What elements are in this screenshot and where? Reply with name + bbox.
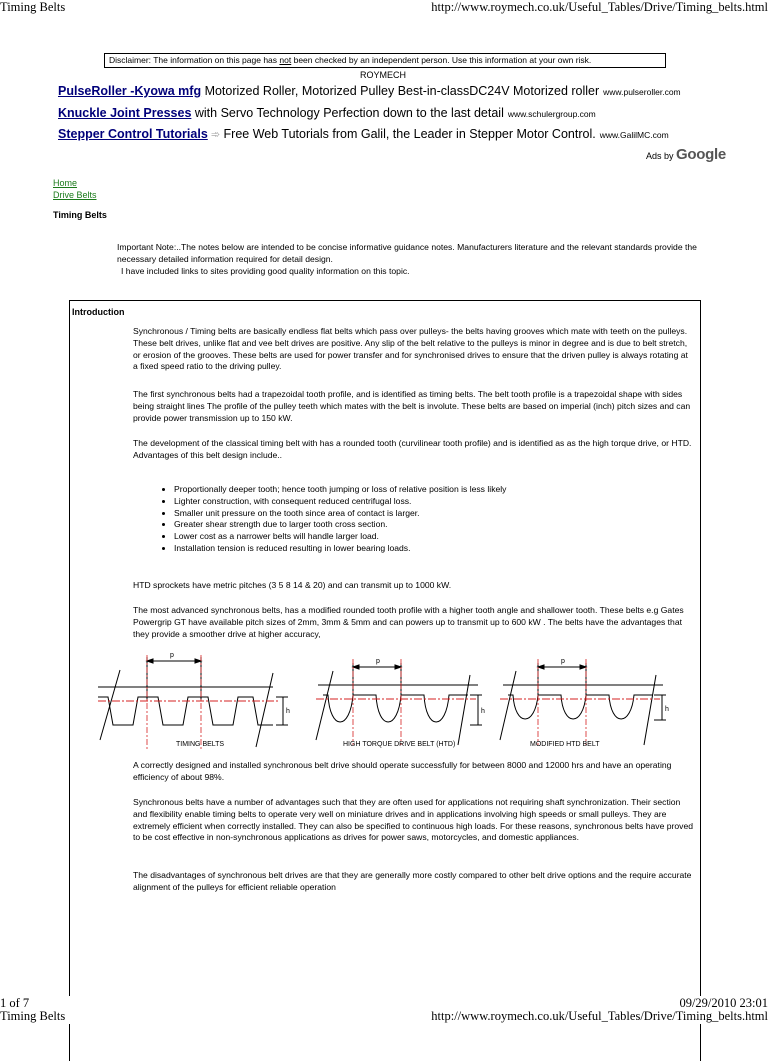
height-label: h	[286, 708, 290, 715]
belt-profile-diagrams	[98, 645, 698, 760]
important-note-links: I have included links to sites providing good quality information on this topic.	[121, 265, 410, 276]
print-footer	[0, 996, 768, 1024]
caption-htd-belt: HIGH TORQUE DRIVE BELT (HTD)	[343, 741, 456, 748]
htd-belt-profile	[316, 663, 482, 745]
print-header-title: Timing Belts	[0, 0, 66, 14]
google-logo: Google	[676, 146, 726, 163]
ad-title[interactable]: Stepper Control Tutorials	[58, 127, 208, 141]
ad-description: with Servo Technology Perfection down to the last detail	[191, 106, 504, 120]
section-title-introduction: Introduction	[72, 307, 125, 317]
disclaimer-text: Disclaimer: The information on this page has	[109, 55, 280, 65]
ad-knuckle-joint-presses[interactable]	[58, 106, 596, 120]
list-item: • Smaller unit pressure on the tooth since area of contact is larger.	[174, 508, 694, 520]
caption-modified-htd-belt: MODIFIED HTD BELT	[530, 741, 600, 748]
print-footer-page: 1 of 7	[0, 996, 30, 1010]
intro-paragraph-5: The most advanced synchronous belts, has a modified rounded tooth profile with a higher tooth angle and shallower tooth. These belts e.g Gates Powergrip GT have available pitch sizes of 2mm, 3mm & 5mm and can powers up to transmit up to 600 kW . The belts have the advantages that they provide a smoother drive at higher accuracy,	[133, 605, 684, 639]
ads-by-label: Ads by	[646, 151, 674, 161]
ad-url[interactable]: www.pulseroller.com	[603, 87, 681, 97]
belt-profiles-svg	[98, 645, 698, 755]
important-note-text: Important Note:..The notes below are intended to be concise informative guidance notes. Manufacturers literature and the relevant standards provide the necessary detailed information required for detail design.	[117, 242, 697, 264]
intro-paragraph-3: The development of the classical timing belt with has a rounded tooth (curvilinear tooth profile) and is identified as as the high torque drive, or HTD. Advantages of this belt design include..	[133, 438, 692, 460]
print-footer-url: http://www.roymech.co.uk/Useful_Tables/Drive/Timing_belts.html	[431, 1009, 768, 1023]
disclaimer-text-rest: been checked by an independent person. Use this information at your own risk.	[291, 55, 592, 65]
disclaimer-box	[104, 53, 666, 68]
intro-paragraph-7: Synchronous belts have a number of advantages such that they are often used for applications not requiring shaft synchronization. Their section and flexibility enable timing belts to operate very well on miniature drives and in applications involving high speeds or small pulleys. They are extremely efficient when correctly installed. They can also be specified to continuous high loads. For these reasons, synchronous belts have proved to be cost effective in non-synchronous applications as drives for power saws, motorcycles, and domestic appliances.	[133, 797, 694, 843]
pitch-label: p	[170, 652, 174, 659]
print-footer-datetime: 09/29/2010 23:01	[679, 996, 768, 1010]
ad-url[interactable]: www.GalilMC.com	[599, 130, 669, 140]
site-name: ROYMECH	[360, 70, 407, 80]
intro-paragraph-2: The first synchronous belts had a trapezoidal tooth profile, and is identified as timing belts. The belt tooth profile is a trapezoidal shape with sides being straight lines The profile of the pulley teeth which mates with the belt is involute. These belts are based on imperial (inch) pitch sizes and can provide power transmission up to 150 kW.	[133, 389, 691, 423]
ad-description: Motorized Roller, Motorized Pulley Best-in-classDC24V Motorized roller	[201, 84, 600, 98]
print-header-url: http://www.roymech.co.uk/Useful_Tables/Drive/Timing_belts.html	[431, 0, 768, 14]
intro-paragraph-8: The disadvantages of synchronous belt drives are that they are generally more costly compared to other belt drive options and the require accurate alignment of the pulleys for efficient reliable operation	[133, 870, 692, 892]
disclaimer-emphasis: not	[279, 55, 292, 65]
advantages-list	[160, 484, 694, 555]
ad-title[interactable]: Knuckle Joint Presses	[58, 106, 192, 120]
arrow-icon: ➾	[207, 129, 221, 141]
height-label: h	[665, 706, 669, 713]
ad-stepper-control[interactable]	[58, 127, 669, 141]
timing-belt-profile	[98, 657, 288, 747]
ad-description: Free Web Tutorials from Galil, the Leader in Stepper Motor Control.	[220, 127, 596, 141]
page-title: Timing Belts	[53, 210, 107, 220]
pitch-label: p	[561, 658, 565, 665]
ad-title[interactable]: PulseRoller -Kyowa mfg	[58, 84, 202, 98]
ads-by-google[interactable]	[646, 146, 726, 163]
caption-timing-belts: TIMING BELTS	[176, 741, 225, 748]
height-label: h	[481, 708, 485, 715]
nav-drive-belts-link[interactable]: Drive Belts	[53, 190, 97, 200]
ad-url[interactable]: www.schulergroup.com	[507, 109, 596, 119]
list-item: • Greater shear strength due to larger tooth cross section.	[174, 519, 694, 531]
pitch-label: p	[376, 658, 380, 665]
print-footer-title: Timing Belts	[0, 1009, 66, 1023]
nav-home-link[interactable]: Home	[53, 178, 78, 188]
intro-paragraph-6: A correctly designed and installed synchronous belt drive should operate successfully for between 8000 and 12000 hrs and have an operating efficiency of about 98%.	[133, 760, 672, 782]
modified-htd-belt-profile	[500, 663, 666, 745]
pitch-centerlines	[98, 699, 660, 701]
intro-paragraph-1: Synchronous / Timing belts are basically endless flat belts which pass over pulleys- the belts having grooves which mate with teeth on the pulleys. These belt drives, unlike flat and vee belt drives are positive. Any slip of the belt relative to the pulleys is minor in degree and is due to belt stretch, or erosion of the grooves. These belts are used for power transfer and for synchronised drives to ensure that the driven pulley is always rotating at a fixed speed ratio to the driving pulley.	[133, 326, 688, 372]
intro-paragraph-4: HTD sprockets have metric pitches (3 5 8 14 & 20) and can transmit up to 1000 kW.	[133, 580, 452, 590]
important-note	[117, 242, 707, 277]
list-item: • Proportionally deeper tooth; hence tooth jumping or loss of relative position is less likely	[174, 484, 694, 496]
ad-pulseroller[interactable]	[58, 84, 681, 98]
list-item: • Lower cost as a narrower belts will handle larger load.	[174, 531, 694, 543]
list-item: • Lighter construction, with consequent reduced centrifugal loss.	[174, 496, 694, 508]
list-item: • Installation tension is reduced resulting in lower bearing loads.	[174, 543, 694, 555]
